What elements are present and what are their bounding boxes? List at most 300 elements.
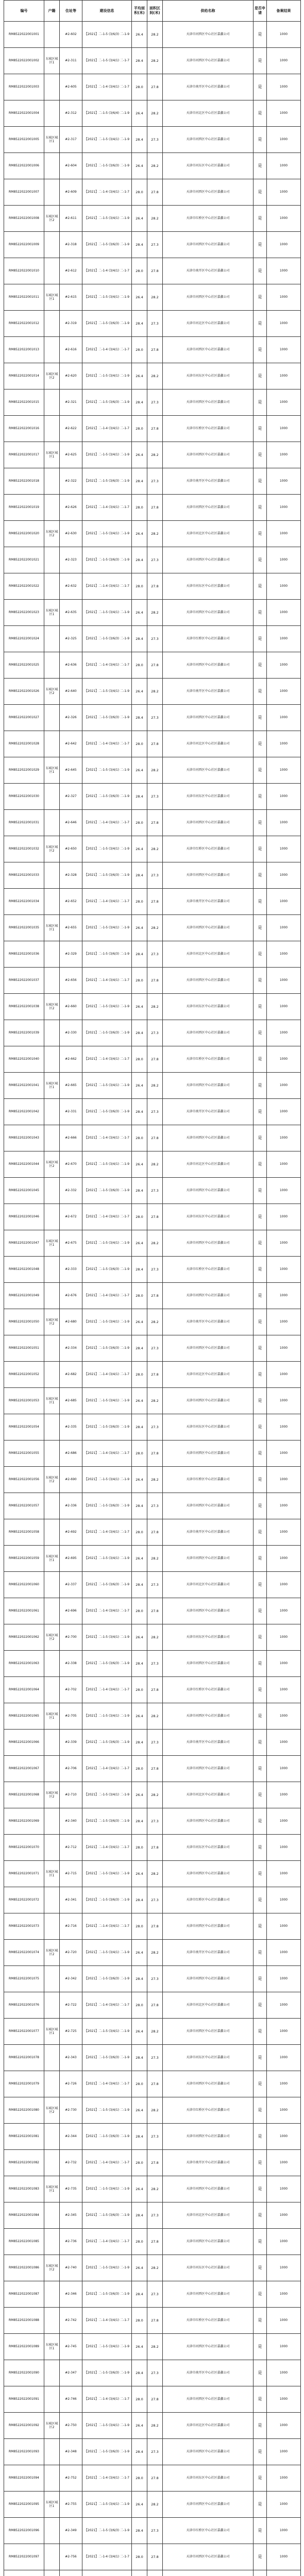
cell-id: RM8522022001079: [4, 2071, 44, 2097]
table-row: [4, 2255, 301, 2281]
table-row: [4, 442, 301, 468]
cell-range: 28.2: [147, 1309, 163, 1335]
cell-apply: 是: [254, 1388, 267, 1414]
cell-range: 27.8: [147, 2308, 163, 2334]
cell-range: 27.3: [147, 468, 163, 495]
cell-info: 【2021】二-1-5 (3/6/3) 二-1-9: [82, 2439, 132, 2465]
cell-range: 28.2: [147, 1467, 163, 1493]
cell-info: 【2021】二-1-4 (3/4/1) 二-1-7: [82, 2544, 132, 2570]
cell-address: #2-690: [60, 1467, 82, 1493]
cell-supplier: 天津市红桥区中心社区嘉鑫公司: [163, 416, 254, 442]
cell-supplier: 天津市红桥区中心社区嘉鑫公司: [163, 2097, 254, 2124]
cell-info: 【2021】二-1-4 (3/4/1) 二-1-7: [82, 968, 132, 994]
cell-result: 1000: [267, 2150, 301, 2176]
cell-id: RM8522022001075: [4, 1966, 44, 1992]
table-row: [4, 1493, 301, 1519]
cell-supplier: 天津市南开区中心社区嘉鑫公司: [163, 2360, 254, 2386]
cell-result: 1000: [267, 1703, 301, 1730]
cell-supplier: 天津市河西区中心社区嘉鑫公司: [163, 2229, 254, 2255]
cell-household: [44, 573, 60, 600]
cell-result: 1000: [267, 100, 301, 127]
cell-id: [4, 2570, 44, 2576]
cell-range: 28.2: [147, 600, 163, 626]
cell-address: #2-616: [60, 337, 82, 363]
cell-address: #2-331: [60, 1099, 82, 1125]
cell-info: 【2021】二-1-5 (3/4/1) 二-1-9: [82, 2176, 132, 2202]
cell-apply: 是: [254, 1335, 267, 1362]
cell-id: RM8522022001017: [4, 442, 44, 468]
cell-household: [44, 1204, 60, 1230]
cell-result: 1000: [267, 1362, 301, 1388]
cell-supplier: 天津市河东区中心社区嘉鑫公司: [163, 1204, 254, 1230]
cell-household: [44, 468, 60, 495]
col-header-area: 平均面积(米): [132, 1, 147, 22]
cell-result: 1000: [267, 1230, 301, 1257]
cell-apply: 是: [254, 389, 267, 416]
cell-supplier: 天津市河西区中心社区嘉鑫公司: [163, 1125, 254, 1151]
cell-address: #2-325: [60, 626, 82, 652]
cell-household: 东城区城区1: [44, 48, 60, 74]
cell-apply: 是: [254, 1913, 267, 1940]
cell-address: #2-625: [60, 442, 82, 468]
cell-range: 27.8: [147, 1913, 163, 1940]
cell-range: 27.8: [147, 968, 163, 994]
cell-range: 27.8: [147, 652, 163, 679]
cell-id: RM8522022001071: [4, 1861, 44, 1887]
cell-result: 1000: [267, 389, 301, 416]
cell-info: 【2021】二-1-5 (3/4/1) 二-1-9: [82, 442, 132, 468]
cell-result: 1000: [267, 836, 301, 862]
table-row: [4, 889, 301, 915]
cell-area: 26.4: [132, 1073, 147, 1099]
cell-range: 27.8: [147, 1519, 163, 1546]
cell-result: 1000: [267, 1519, 301, 1546]
cell-apply: 是: [254, 626, 267, 652]
cell-household: [44, 2229, 60, 2255]
cell-info: 【2021】二-1-5 (3/4/1) 二-1-9: [82, 1467, 132, 1493]
cell-supplier: 天津市河西区中心社区嘉鑫公司: [163, 2176, 254, 2202]
cell-area: 26.4: [132, 100, 147, 127]
cell-apply: 是: [254, 1073, 267, 1099]
cell-range: 27.8: [147, 2386, 163, 2413]
cell-household: [44, 941, 60, 968]
cell-address: #2-622: [60, 416, 82, 442]
cell-id: RM8522022001006: [4, 153, 44, 179]
cell-info: 【2021】二-1-5 (3/6/3) 二-1-9: [82, 1730, 132, 1756]
cell-id: RM8522022001041: [4, 1073, 44, 1099]
cell-address: #2-670: [60, 1151, 82, 1178]
cell-address: #2-680: [60, 1309, 82, 1335]
cell-range: 27.8: [147, 2150, 163, 2176]
cell-id: RM8522022001020: [4, 521, 44, 547]
cell-info: 【2021】二-1-5 (3/6/3) 二-1-9: [82, 1335, 132, 1362]
cell-id: RM8522022001082: [4, 2150, 44, 2176]
cell-area: 26.4: [132, 600, 147, 626]
cell-area: 28.0: [132, 2465, 147, 2492]
cell-supplier: 天津市河西区中心社区嘉鑫公司: [163, 915, 254, 941]
cell-range: 28.2: [147, 679, 163, 705]
table-row: [4, 1204, 301, 1230]
cell-supplier: 天津市河西区中心社区嘉鑫公司: [163, 1913, 254, 1940]
table-row: [4, 2202, 301, 2229]
cell-apply: 是: [254, 1546, 267, 1572]
cell-supplier: 天津市河北区中心社区嘉鑫公司: [163, 1151, 254, 1178]
cell-info: 【2021】二-1-4 (3/4/1) 二-1-7: [82, 1756, 132, 1782]
cell-result: 1000: [267, 153, 301, 179]
cell-info: 【2021】二-1-5 (3/6/3) 二-1-9: [82, 2360, 132, 2386]
cell-area: 26.4: [132, 206, 147, 232]
cell-range: [147, 2570, 163, 2576]
cell-info: 【2021】二-1-4 (3/4/1) 二-1-7: [82, 179, 132, 206]
cell-household: 东城区城区2: [44, 679, 60, 705]
cell-apply: 是: [254, 2334, 267, 2360]
cell-supplier: 天津市红桥区中心社区嘉鑫公司: [163, 836, 254, 862]
cell-id: RM8522022001035: [4, 915, 44, 941]
cell-result: 1000: [267, 179, 301, 206]
cell-id: RM8522022001033: [4, 862, 44, 889]
table-row: [4, 1362, 301, 1388]
cell-result: 1000: [267, 1257, 301, 1283]
cell-address: #2-645: [60, 757, 82, 784]
cell-area: 28.0: [132, 1992, 147, 2019]
cell-supplier: 天津市红桥区中心社区嘉鑫公司: [163, 1046, 254, 1073]
cell-area: 26.4: [132, 2176, 147, 2202]
cell-address: #2-732: [60, 2150, 82, 2176]
cell-apply: 是: [254, 1624, 267, 1651]
cell-area: 26.4: [132, 1546, 147, 1572]
cell-address: #2-321: [60, 389, 82, 416]
cell-result: 1000: [267, 1073, 301, 1099]
cell-supplier: 天津市河西区中心社区嘉鑫公司: [163, 2019, 254, 2045]
cell-range: 28.2: [147, 2255, 163, 2281]
cell-supplier: 天津市河东区中心社区嘉鑫公司: [163, 994, 254, 1020]
cell-address: #2-322: [60, 468, 82, 495]
cell-supplier: 天津市河西区中心社区嘉鑫公司: [163, 442, 254, 468]
table-row: [4, 1414, 301, 1440]
cell-result: 1000: [267, 626, 301, 652]
cell-household: [44, 2465, 60, 2492]
cell-supplier: 天津市河西区中心社区嘉鑫公司: [163, 1388, 254, 1414]
cell-supplier: 天津市河西区中心社区嘉鑫公司: [163, 179, 254, 206]
cell-id: RM8522022001008: [4, 206, 44, 232]
cell-id: RM8522022001092: [4, 2413, 44, 2439]
cell-supplier: 天津市河西区中心社区嘉鑫公司: [163, 1020, 254, 1046]
cell-result: 1000: [267, 2202, 301, 2229]
cell-info: 【2021】二-1-5 (3/6/3) 二-1-9: [82, 1414, 132, 1440]
cell-result: 1000: [267, 2439, 301, 2465]
table-row: [4, 1283, 301, 1309]
cell-result: 1000: [267, 1046, 301, 1073]
cell-household: [44, 22, 60, 48]
cell-range: 27.3: [147, 1178, 163, 1204]
cell-range: 28.2: [147, 1624, 163, 1651]
table-row: [4, 1624, 301, 1651]
cell-result: 1000: [267, 731, 301, 757]
cell-address: #2-652: [60, 889, 82, 915]
cell-area: 28.4: [132, 1730, 147, 1756]
cell-household: [44, 1046, 60, 1073]
cell-result: 1000: [267, 573, 301, 600]
cell-info: 【2021】二-1-5 (3/6/3) 二-1-9: [82, 1808, 132, 1835]
cell-supplier: 天津市河西区中心社区嘉鑫公司: [163, 862, 254, 889]
cell-household: 东城区城区2: [44, 206, 60, 232]
cell-id: RM8522022001027: [4, 705, 44, 731]
cell-address: #2-335: [60, 1414, 82, 1440]
cell-supplier: 天津市红桥区中心社区嘉鑫公司: [163, 206, 254, 232]
cell-range: 28.2: [147, 1230, 163, 1257]
cell-address: #2-682: [60, 1362, 82, 1388]
cell-id: RM8522022001021: [4, 547, 44, 573]
cell-result: 1000: [267, 2413, 301, 2439]
cell-range: 28.2: [147, 2176, 163, 2202]
cell-address: #2-685: [60, 1388, 82, 1414]
cell-address: #2-328: [60, 862, 82, 889]
col-header-result: 备案结果: [267, 1, 301, 22]
table-row: [4, 862, 301, 889]
col-header-household: 户籍: [44, 1, 60, 22]
cell-range: 27.3: [147, 1414, 163, 1440]
cell-apply: 是: [254, 1887, 267, 1913]
cell-household: 东城区城区2: [44, 836, 60, 862]
cell-info: 【2021】二-1-5 (3/4/1) 二-1-9: [82, 1940, 132, 1966]
cell-supplier: 天津市河北区中心社区嘉鑫公司: [163, 941, 254, 968]
cell-address: #2-702: [60, 1677, 82, 1703]
cell-household: 东城区城区1: [44, 600, 60, 626]
cell-info: 【2021】二-1-4 (3/4/1) 二-1-7: [82, 1913, 132, 1940]
table-row: [4, 626, 301, 652]
cell-id: RM8522022001052: [4, 1362, 44, 1388]
cell-address: #2-725: [60, 2019, 82, 2045]
cell-area: 26.4: [132, 22, 147, 48]
cell-id: RM8522022001029: [4, 757, 44, 784]
cell-result: 1000: [267, 810, 301, 836]
cell-supplier: 天津市红桥区中心社区嘉鑫公司: [163, 1677, 254, 1703]
cell-id: RM8522022001040: [4, 1046, 44, 1073]
cell-apply: 是: [254, 232, 267, 258]
cell-household: [44, 1283, 60, 1309]
cell-apply: 是: [254, 915, 267, 941]
cell-range: 27.3: [147, 1335, 163, 1362]
cell-household: [44, 1887, 60, 1913]
cell-info: 【2021】二-1-5 (3/6/4) 二-1-9: [82, 100, 132, 127]
cell-id: RM8522022001072: [4, 1887, 44, 1913]
table-row: [4, 994, 301, 1020]
cell-range: 27.8: [147, 1598, 163, 1624]
table-row: [4, 22, 301, 48]
table-row: [4, 1756, 301, 1782]
cell-household: [44, 2518, 60, 2544]
cell-range: 27.3: [147, 2124, 163, 2150]
cell-info: 【2021】二-1-5 (3/4/1) 二-1-9: [82, 2019, 132, 2045]
table-row: [4, 757, 301, 784]
cell-address: #2-346: [60, 2281, 82, 2308]
table-row: [4, 1835, 301, 1861]
cell-result: 1000: [267, 48, 301, 74]
cell-apply: 是: [254, 968, 267, 994]
cell-household: [44, 2308, 60, 2334]
cell-id: RM8522022001005: [4, 127, 44, 153]
table-row: [4, 1020, 301, 1046]
cell-area: 28.0: [132, 337, 147, 363]
table-row: [4, 2465, 301, 2492]
cell-household: [44, 889, 60, 915]
cell-info: 【2021】二-1-5 (3/4/1) 二-1-7: [82, 48, 132, 74]
cell-apply: 是: [254, 2202, 267, 2229]
cell-id: RM8522022001047: [4, 1230, 44, 1257]
cell-apply: 是: [254, 2308, 267, 2334]
cell-supplier: 天津市南开区中心社区嘉鑫公司: [163, 679, 254, 705]
cell-area: 28.4: [132, 1572, 147, 1598]
cell-range: 28.2: [147, 2492, 163, 2518]
cell-area: 28.4: [132, 468, 147, 495]
cell-result: 1000: [267, 1309, 301, 1335]
table-row: [4, 1099, 301, 1125]
cell-apply: 是: [254, 468, 267, 495]
table-row: [4, 2097, 301, 2124]
cell-apply: 是: [254, 1808, 267, 1835]
cell-id: RM8522022001058: [4, 1519, 44, 1546]
cell-range: 28.2: [147, 2413, 163, 2439]
cell-id: RM8522022001018: [4, 468, 44, 495]
cell-area: 26.4: [132, 2255, 147, 2281]
table-row: [4, 2308, 301, 2334]
cell-household: [44, 731, 60, 757]
cell-household: 东城区城区2: [44, 2413, 60, 2439]
cell-household: 东城区城区1: [44, 1546, 60, 1572]
cell-address: #2-736: [60, 2229, 82, 2255]
cell-household: 东城区城区1: [44, 1861, 60, 1887]
cell-supplier: 天津市河北区中心社区嘉鑫公司: [163, 521, 254, 547]
cell-area: 28.0: [132, 1598, 147, 1624]
cell-apply: 是: [254, 2229, 267, 2255]
cell-apply: 是: [254, 1309, 267, 1335]
table-row: [4, 100, 301, 127]
cell-info: 【2021】二-1-4 (3/4/1) 二-1-7: [82, 2308, 132, 2334]
cell-apply: 是: [254, 1230, 267, 1257]
cell-supplier: 天津市南开区中心社区嘉鑫公司: [163, 1730, 254, 1756]
cell-address: #2-672: [60, 1204, 82, 1230]
cell-area: 26.4: [132, 1861, 147, 1887]
cell-supplier: 天津市红桥区中心社区嘉鑫公司: [163, 1257, 254, 1283]
cell-household: [44, 547, 60, 573]
cell-range: 27.3: [147, 1887, 163, 1913]
cell-id: RM8522022001043: [4, 1125, 44, 1151]
cell-area: 26.4: [132, 284, 147, 311]
cell-supplier: 天津市河西区中心社区嘉鑫公司: [163, 2334, 254, 2360]
cell-id: RM8522022001089: [4, 2334, 44, 2360]
cell-info: 【2021】二-1-5 (3/4/1) 二-1-9: [82, 2255, 132, 2281]
cell-id: RM8522022001028: [4, 731, 44, 757]
cell-apply: 是: [254, 1204, 267, 1230]
cell-id: RM8522022001001: [4, 22, 44, 48]
cell-supplier: 天津市河西区中心社区嘉鑫公司: [163, 1073, 254, 1099]
cell-result: 1000: [267, 468, 301, 495]
table-row: [4, 2334, 301, 2360]
cell-apply: 是: [254, 1414, 267, 1440]
cell-area: 28.0: [132, 179, 147, 206]
cell-result: 1000: [267, 600, 301, 626]
cell-range: 27.8: [147, 337, 163, 363]
cell-info: 【2021】二-1-5 (3/6/3) 二-1-9: [82, 2202, 132, 2229]
cell-apply: 是: [254, 1099, 267, 1125]
cell-info: 【2021】二-1-5 (3/6/3) 二-1-9: [82, 2045, 132, 2071]
cell-id: RM8522022001004: [4, 100, 44, 127]
cell-area: 28.4: [132, 1099, 147, 1125]
cell-result: 1000: [267, 442, 301, 468]
cell-address: #2-342: [60, 1966, 82, 1992]
table-row: [4, 1309, 301, 1335]
cell-household: [44, 153, 60, 179]
cell-area: 28.4: [132, 48, 147, 74]
cell-result: 1000: [267, 2097, 301, 2124]
cell-result: 1000: [267, 1730, 301, 1756]
cell-result: 1000: [267, 1440, 301, 1467]
cell-info: 【2021】二-1-5 (3/6/3) 二-1-9: [82, 547, 132, 573]
cell-info: 【2021】二-1-5 (3/6/3) 二-1-9: [82, 1493, 132, 1519]
cell-area: 28.4: [132, 1257, 147, 1283]
cell-result: 1000: [267, 1178, 301, 1204]
cell-id: RM8522022001025: [4, 652, 44, 679]
cell-area: 26.4: [132, 2019, 147, 2045]
cell-id: RM8522022001012: [4, 311, 44, 337]
cell-id: RM8522022001059: [4, 1546, 44, 1572]
cell-area: 26.4: [132, 679, 147, 705]
cell-supplier: 天津市河西区中心社区嘉鑫公司: [163, 284, 254, 311]
cell-id: RM8522022001065: [4, 1703, 44, 1730]
cell-id: RM8522022001022: [4, 573, 44, 600]
cell-apply: 是: [254, 2019, 267, 2045]
cell-address: #2-345: [60, 2202, 82, 2229]
table-row: [4, 1572, 301, 1598]
cell-address: #2-715: [60, 1861, 82, 1887]
cell-result: 1000: [267, 1099, 301, 1125]
cell-household: 东城区城区2: [44, 363, 60, 389]
cell-range: 27.8: [147, 1204, 163, 1230]
cell-area: 28.0: [132, 1283, 147, 1309]
cell-range: 27.8: [147, 416, 163, 442]
table-row: [4, 1046, 301, 1073]
cell-supplier: 天津市河北区中心社区嘉鑫公司: [163, 2413, 254, 2439]
cell-apply: 是: [254, 1178, 267, 1204]
cell-id: RM8522022001068: [4, 1782, 44, 1808]
cell-id: RM8522022001024: [4, 626, 44, 652]
cell-household: [44, 1519, 60, 1546]
cell-info: 【2021】二-1-4 (3/4/1) 二-1-7: [82, 2229, 132, 2255]
cell-household: 东城区城区2: [44, 994, 60, 1020]
cell-id: RM8522022001057: [4, 1493, 44, 1519]
cell-range: 28.2: [147, 2334, 163, 2360]
cell-result: 1000: [267, 889, 301, 915]
cell-result: 1000: [267, 416, 301, 442]
cell-address: #2-334: [60, 1335, 82, 1362]
cell-area: 28.4: [132, 2281, 147, 2308]
cell-info: 【2021】二-1-5 (3/4/1) 二-1-9: [82, 1151, 132, 1178]
cell-supplier: 天津市河北区中心社区嘉鑫公司: [163, 100, 254, 127]
cell-id: RM8522022001031: [4, 810, 44, 836]
cell-apply: 是: [254, 442, 267, 468]
cell-apply: 是: [254, 495, 267, 521]
table-row: [4, 2492, 301, 2518]
cell-apply: 是: [254, 2492, 267, 2518]
cell-result: 1000: [267, 1940, 301, 1966]
table-row: [4, 1861, 301, 1887]
cell-range: 28.2: [147, 521, 163, 547]
cell-apply: 是: [254, 705, 267, 731]
cell-address: #2-626: [60, 495, 82, 521]
cell-address: #2-317: [60, 127, 82, 153]
cell-range: 28.2: [147, 2019, 163, 2045]
cell-area: 28.4: [132, 2045, 147, 2071]
